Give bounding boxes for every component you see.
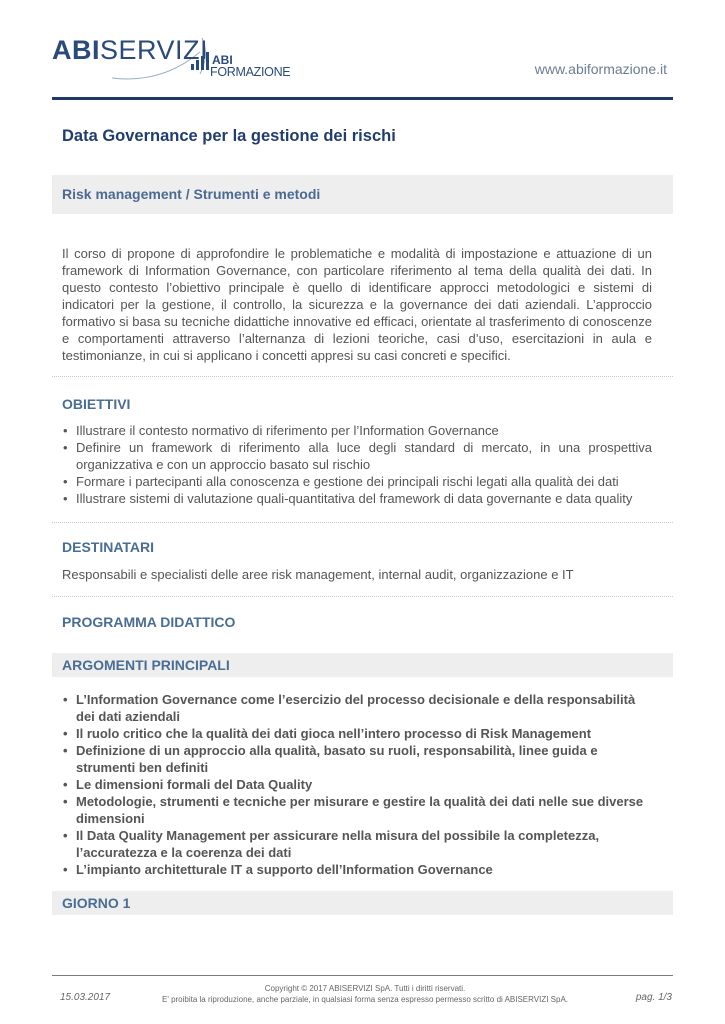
destinatari-text: Responsabili e specialisti delle aree risk management, internal audit, organizzazione e IT (62, 567, 574, 582)
list-item: • Illustrare sistemi di valutazione quali-quantitativa del framework di data governante e data quality (62, 490, 652, 507)
list-item: • Illustrare il contesto normativo di riferimento per l’Information Governance (62, 422, 652, 439)
list-item: • Il ruolo critico che la qualità dei dati gioca nell’intero processo di Risk Management (62, 725, 652, 742)
section-divider (52, 522, 673, 523)
copyright-notice: E' proibita la riproduzione, anche parziale, in qualsiasi forma senza espresso permesso scritto di ABISERVIZI SpA. (161, 995, 569, 1004)
list-item: • Definizione di un approccio alla qualità, basato su ruoli, responsabilità, linee guida e strumenti ben definiti (62, 742, 652, 776)
programma-title: PROGRAMMA DIDATTICO (62, 614, 236, 630)
giorno-bar (52, 891, 673, 915)
argomenti-title: ARGOMENTI PRINCIPALI (62, 657, 230, 673)
obiettivi-title: OBIETTIVI (62, 396, 131, 412)
list-item: • Metodologie, strumenti e tecniche per misurare e gestire la qualità dei dati nelle sue diverse dimensioni (62, 793, 652, 827)
logo-wordmark: ABISERVIZI (52, 35, 209, 65)
giorno-title: GIORNO 1 (62, 895, 131, 911)
abiservizi-logo (52, 34, 312, 86)
copyright-text: Copyright © 2017 ABISERVIZI SpA. Tutti i diritti riservati. (264, 984, 466, 993)
course-category: Risk management / Strumenti e metodi (62, 186, 321, 202)
website-link[interactable]: www.abiformazione.it (534, 61, 667, 77)
footer-date: 15.03.2017 (60, 992, 111, 1003)
argomenti-list (62, 691, 652, 878)
obiettivi-list (62, 422, 652, 507)
section-divider (52, 596, 673, 597)
list-item: • L’Information Governance come l’esercizio del processo decisionale e della responsabilità dei dati aziendali (62, 691, 652, 725)
footer-copyright (150, 983, 580, 1005)
course-title: Data Governance per la gestione dei rischi (62, 127, 396, 145)
page-number: pag. 1/3 (635, 992, 672, 1003)
list-item: • Le dimensioni formali del Data Quality (62, 776, 652, 793)
list-item: • Formare i partecipanti alla conoscenza e gestione dei principali rischi legati alla qualità dei dati (62, 473, 652, 490)
footer-divider (52, 975, 673, 976)
header-divider (52, 97, 673, 100)
list-item: • Il Data Quality Management per assicurare nella misura del possibile la completezza, l’accuratezza e la coerenza dei dati (62, 827, 652, 861)
abi-formazione-logo: ABI FORMAZIONE (210, 53, 291, 79)
list-item: • Definire un framework di riferimento alla luce degli standard di mercato, in una prospettiva organizzativa e con un approccio basato sul rischio (62, 439, 652, 473)
list-item: • L’impianto architetturale IT a supporto dell’Information Governance (62, 861, 652, 878)
course-intro: Il corso di propone di approfondire le problematiche e modalità di impostazione e attuazione di un framework di Information Governance, con particolare riferimento al tema della qualità dei dati. In questo contesto l’obiettivo principale è quello di identificare approcci metodologici e sistemi di indicatori per la gestione, il controllo, la sicurezza e la governance dei dati aziendali. L’approccio formativo si basa su tecniche didattiche innovative ed efficaci, orientate al trasferimento di conoscenze e comportamenti attraverso l’alternanza di lezioni teoriche, casi d’uso, esercitazioni in aula e testimonianze, in cui si applicano i concetti appresi su casi concreti e specifici. (62, 246, 652, 363)
section-divider (52, 376, 673, 377)
destinatari-title: DESTINATARI (62, 539, 155, 555)
